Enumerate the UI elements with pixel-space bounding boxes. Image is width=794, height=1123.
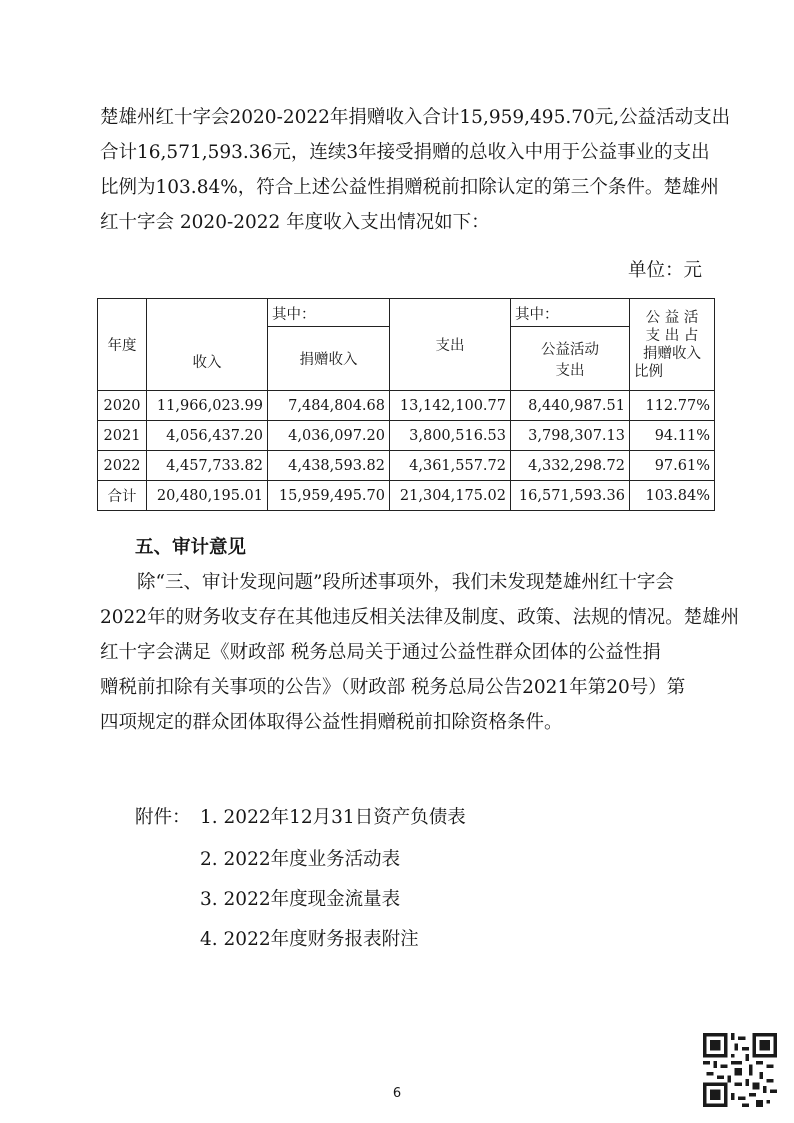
intro-line: 楚雄州红十字会2020-2022年捐赠收入合计15,959,495.70元,公益活动支出: [100, 107, 731, 128]
cell-income: 4,457,733.82: [147, 451, 268, 481]
table-row-total: [98, 481, 715, 511]
opinion-paragraph: [100, 565, 740, 740]
cell-year: 2022: [98, 451, 147, 481]
opinion-line: 2022年的财务收支存在其他违反相关法律及制度、政策、法规的情况。楚雄州: [100, 607, 740, 628]
page-number: 6: [392, 1086, 402, 1101]
table-row: [98, 421, 715, 451]
attachments-label: 附件：: [135, 807, 191, 828]
opinion-line: 四项规定的群众团体取得公益性捐赠税前扣除资格条件。: [100, 712, 563, 733]
header-expense: 支出: [390, 299, 511, 391]
cell-donation: 7,484,804.68: [268, 391, 390, 421]
cell-year: 2020: [98, 391, 147, 421]
cell-ratio: 97.61%: [630, 451, 715, 481]
cell-expense: 3,800,516.53: [390, 421, 511, 451]
table-row: [98, 391, 715, 421]
table-header-row: [98, 299, 715, 327]
cell-donation: 4,438,593.82: [268, 451, 390, 481]
header-welfare-expense: [511, 327, 630, 391]
intro-line: 合计16,571,593.36元，连续3年接受捐赠的总收入中用于公益事业的支出: [100, 142, 710, 163]
attachment-item: 4. 2022年度财务报表附注: [200, 929, 419, 950]
table-row: [98, 451, 715, 481]
header-ratio-line: 公 益 活: [645, 309, 699, 326]
header-income: 收入: [147, 299, 268, 391]
attachment-item: 3. 2022年度现金流量表: [200, 889, 401, 910]
attachment-item: 1. 2022年12月31日资产负债表: [200, 807, 466, 828]
intro-line: 比例为103.84%，符合上述公益性捐赠税前扣除认定的第三个条件。楚雄州: [100, 177, 719, 198]
intro-line: 红十字会 2020-2022 年度收入支出情况如下：: [100, 212, 490, 233]
section-title: 五、审计意见: [135, 537, 247, 558]
cell-expense: 21,304,175.02: [390, 481, 511, 511]
header-ratio-line: 捐赠收入: [643, 345, 701, 362]
header-year: 年度: [98, 299, 147, 391]
unit-label: 单位：元: [627, 260, 702, 281]
cell-donation: 4,036,097.20: [268, 421, 390, 451]
cell-income: 11,966,023.99: [147, 391, 268, 421]
cell-welfare: 16,571,593.36: [511, 481, 630, 511]
cell-welfare: 3,798,307.13: [511, 421, 630, 451]
header-ratio-line: 比例: [634, 363, 663, 380]
cell-year: 2021: [98, 421, 147, 451]
header-welfare-line: 公益活动: [541, 341, 599, 358]
cell-ratio: 94.11%: [630, 421, 715, 451]
cell-income: 4,056,437.20: [147, 421, 268, 451]
cell-year: 合计: [98, 481, 147, 511]
opinion-line: 除“三、审计发现问题”段所述事项外，我们未发现楚雄州红十字会: [137, 572, 674, 593]
opinion-line: 红十字会满足《财政部 税务总局关于通过公益性群众团体的公益性捐: [100, 642, 661, 663]
header-welfare-line: 支出: [555, 362, 585, 379]
opinion-line: 赠税前扣除有关事项的公告》（财政部 税务总局公告2021年第20号）第: [100, 677, 686, 698]
header-ratio-line: 支 出 占: [645, 327, 699, 344]
cell-ratio: 112.77%: [630, 391, 715, 421]
cell-expense: 4,361,557.72: [390, 451, 511, 481]
cell-welfare: 8,440,987.51: [511, 391, 630, 421]
cell-donation: 15,959,495.70: [268, 481, 390, 511]
cell-welfare: 4,332,298.72: [511, 451, 630, 481]
income-expense-table: [97, 298, 715, 511]
header-donation-income: 捐赠收入: [268, 327, 390, 391]
cell-expense: 13,142,100.77: [390, 391, 511, 421]
header-of-which: 其中：: [511, 299, 630, 327]
attachment-item: 2. 2022年度业务活动表: [200, 849, 401, 870]
cell-ratio: 103.84%: [630, 481, 715, 511]
cell-income: 20,480,195.01: [147, 481, 268, 511]
header-ratio: [630, 299, 715, 391]
header-of-which: 其中：: [268, 299, 390, 327]
intro-paragraph: [100, 100, 731, 240]
